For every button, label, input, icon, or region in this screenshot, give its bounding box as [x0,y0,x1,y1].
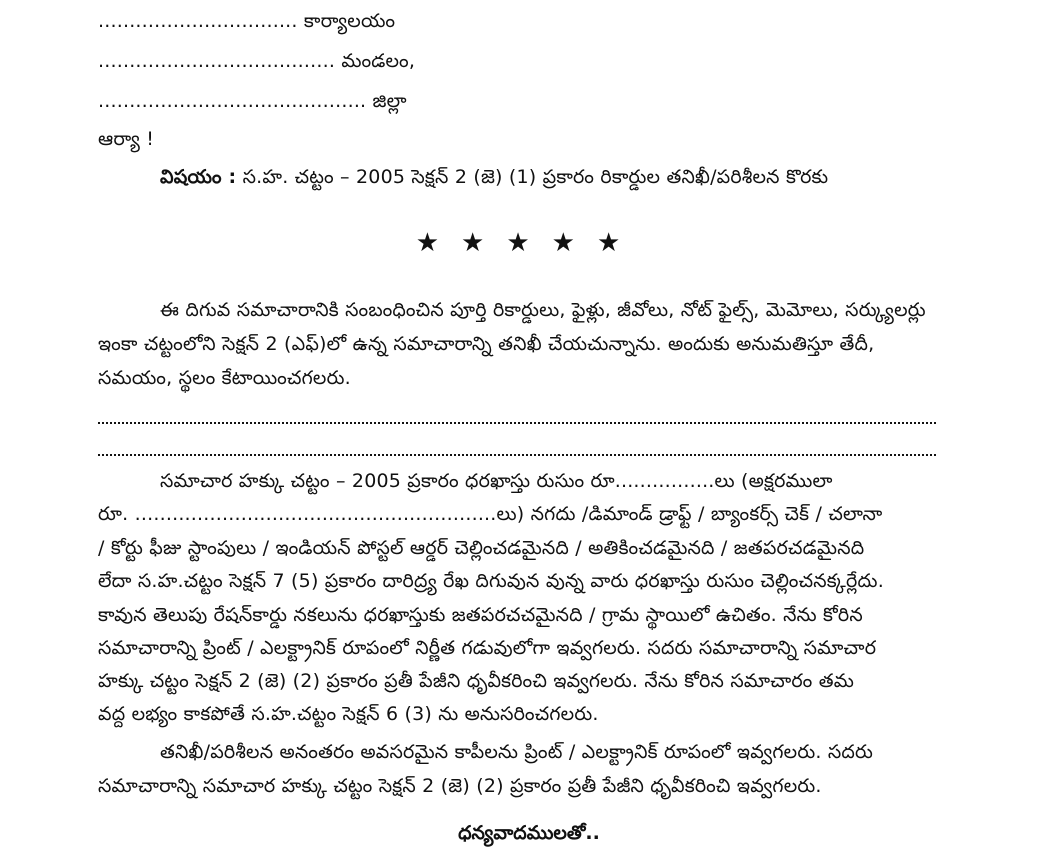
subject-text: స.హ. చట్టం – 2005 సెక్షన్ 2 (జె) (1) ప్రకారం రికార్డుల తనిఖీ/పరిశీలన కొరకు [236,166,829,188]
salutation: ఆర్యా ! [98,128,155,150]
blank-dotted-line [98,420,936,424]
address-mandal-line: ...................................... మండలం, [98,50,416,72]
star-separator: ★★★★★ [415,228,643,258]
paragraph2-line: / కోర్టు ఫీజు స్టాంపులు / ఇండియన్ పోస్టల్ ఆర్డర్ చెల్లించడమైనది / అతికించడమైనది / జతపరచడమైనది [98,537,865,559]
paragraph2-line: కావున తెలుపు రేషన్‌కార్డు నకలును ధరఖాస్తుకు జతపరచచమైనది / గ్రామ స్థాయిలో ఉచితం. నేను కోరిన [98,604,863,626]
closing-text: ధన్యవాదములతో.. [458,822,600,844]
paragraph1-line: సమయం, స్థలం కేటాయించగలరు. [98,367,351,389]
paragraph2-line: లేదా స.హ.చట్టం సెక్షన్ 7 (5) ప్రకారం దారిద్ర్య రేఖ దిగువున వున్న వారు ధరఖాస్తు రుసుం చెల్లించనక్కర్లేదు. [98,570,884,592]
blank-dotted-line [98,452,936,456]
paragraph2-line: సమాచారాన్ని ప్రింట్ / ఎలక్ట్రానిక్ రూపంలో నిర్ణీత గడువులోగా ఇవ్వగలరు. సదరు సమాచారాన్ని సమాచార [98,637,877,659]
paragraph2-line: వద్ద లభ్యం కాకపోతే స.హ.చట్టం సెక్షన్ 6 (3) ను అనుసరించగలరు. [98,703,599,725]
subject-label: విషయం : [160,166,237,188]
address-district-line: ........................................... జిల్లా [98,90,407,112]
paragraph3-line: సమాచారాన్ని సమాచార హక్కు చట్టం సెక్షన్ 2 (జె) (2) ప్రకారం ప్రతీ పేజీని ధృవీకరించి ఇవ్వగలరు. [98,775,822,797]
paragraph1-line: ఇంకా చట్టంలోని సెక్షన్ 2 (ఎఫ్)లో ఉన్న సమాచారాన్ని తనిఖీ చేయచున్నాను. అందుకు అనుమతిస్తూ తేదీ, [98,333,875,355]
paragraph2-line: సమాచార హక్కు చట్టం – 2005 ప్రకారం ధరఖాస్తు రుసుం రూ................లు (అక్షరములా [160,470,833,492]
address-office-line: ................................ కార్యాలయం [98,10,396,32]
paragraph2-line: రూ. ..........................................................లు) నగదు /డిమాండ్ డ్రాఫ్ట్ / బ్యాంకర్స్ చెక్ / చలానా [98,503,883,525]
paragraph1-line: ఈ దిగువ సమాచారానికి సంబంధించిన పూర్తి రికార్డులు, ఫైళ్లు, జీవోలు, నోట్ ఫైల్స్, మెమోలు, సర్క్యులర్లు [160,299,926,321]
paragraph3-line: తనిఖీ/పరిశీలన అనంతరం అవసరమైన కాపీలను ప్రింట్ / ఎలక్ట్రానిక్ రూపంలో ఇవ్వగలరు. సదరు [160,741,874,763]
subject-line [160,162,828,192]
paragraph2-line: హక్కు చట్టం సెక్షన్ 2 (జె) (2) ప్రకారం ప్రతీ పేజీని ధృవీకరించి ఇవ్వగలరు. నేను కోరిన సమాచారం తమ [98,670,855,692]
